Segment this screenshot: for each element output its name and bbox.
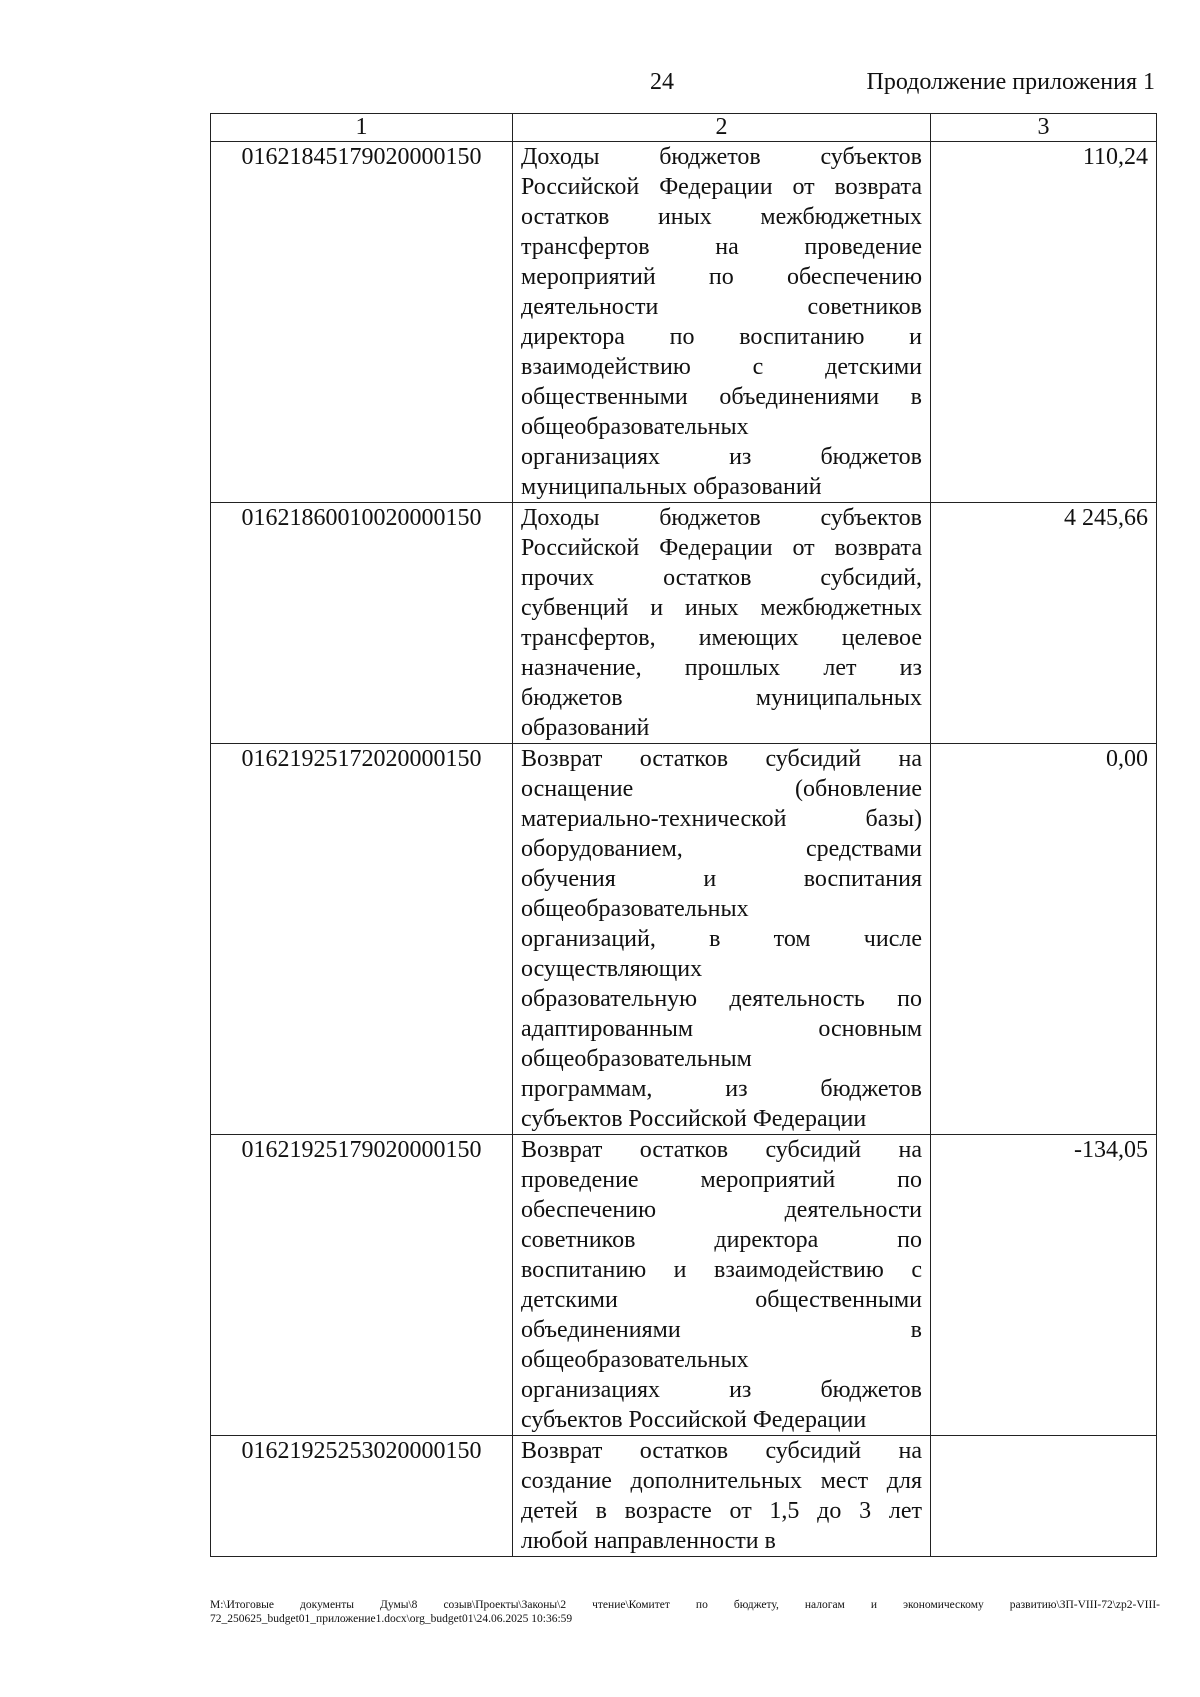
description-line: трансфертов на проведение	[521, 234, 922, 260]
description-line: бюджетов муниципальных	[521, 685, 922, 711]
description-line: трансфертов, имеющих целевое	[521, 625, 922, 651]
description-line: осуществляющих	[521, 956, 703, 982]
description-line: программам, из бюджетов	[521, 1076, 922, 1102]
description-line: субъектов Российской Федерации	[521, 1407, 867, 1433]
table-row	[211, 744, 1157, 1135]
description-line: организациях из бюджетов	[521, 1377, 922, 1403]
description-line: муниципальных образований	[521, 474, 822, 500]
description-line: Доходы бюджетов субъектов	[521, 144, 922, 170]
description-line: Российской Федерации от возврата	[521, 174, 922, 200]
description-line: общеобразовательным	[521, 1046, 752, 1072]
description-line: обучения и воспитания	[521, 866, 922, 892]
page-number: 24	[650, 69, 674, 95]
budget-code-cell: 01621845179020000150	[211, 142, 513, 503]
description-line: воспитанию и взаимодействию с	[521, 1257, 922, 1283]
description-line: оснащение (обновление	[521, 776, 922, 802]
file-path-footer: M:\Итоговые документы Думы\8 созыв\Проекты\Законы\2 чтение\Комитет по бюджету, налогам и экономическому развитию\ЗП-VIII-72\zp2-VIII-72_250625_budget01_приложение1.docx\org_budget01\24.06.2025 10:36:59	[210, 1599, 1160, 1625]
description-line: директора по воспитанию и	[521, 324, 922, 350]
table-row	[211, 503, 1157, 744]
budget-revenue-table	[210, 113, 1157, 1557]
description-line: обеспечению деятельности	[521, 1197, 922, 1223]
description-line: общеобразовательных	[521, 896, 749, 922]
budget-code-cell: 01621860010020000150	[211, 503, 513, 744]
description-line: Российской Федерации от возврата	[521, 535, 922, 561]
table-row	[211, 1436, 1157, 1557]
description-line: организаций, в том числе	[521, 926, 922, 952]
description-line: деятельности советников	[521, 294, 922, 320]
description-line: взаимодействию с детскими	[521, 354, 922, 380]
budget-code-cell: 01621925172020000150	[211, 744, 513, 1135]
description-line: образовательную деятельность по	[521, 986, 922, 1012]
appendix-continuation-title: Продолжение приложения 1	[866, 69, 1155, 95]
description-line: образований	[521, 715, 650, 741]
description-line: общественными объединениями в	[521, 384, 922, 410]
amount-cell: 0,00	[931, 744, 1157, 1135]
amount-cell: -134,05	[931, 1135, 1157, 1436]
column-header-2: 2	[513, 114, 931, 142]
description-line: любой направленности в	[521, 1528, 776, 1554]
description-line: субвенций и иных межбюджетных	[521, 595, 922, 621]
description-line: создание дополнительных мест для	[521, 1468, 922, 1494]
description-line: общеобразовательных	[521, 1347, 749, 1373]
description-line: адаптированным основным	[521, 1016, 922, 1042]
amount-cell	[931, 1436, 1157, 1557]
description-line: остатков иных межбюджетных	[521, 204, 922, 230]
description-cell	[513, 1436, 931, 1557]
description-cell	[513, 142, 931, 503]
description-line: Возврат остатков субсидий на	[521, 746, 922, 772]
description-line: Возврат остатков субсидий на	[521, 1438, 922, 1464]
description-line: Доходы бюджетов субъектов	[521, 505, 922, 531]
description-line: общеобразовательных	[521, 414, 749, 440]
description-line: проведение мероприятий по	[521, 1167, 922, 1193]
description-line: назначение, прошлых лет из	[521, 655, 922, 681]
description-line: детей в возрасте от 1,5 до 3 лет	[521, 1498, 922, 1524]
description-line: детскими общественными	[521, 1287, 922, 1313]
column-header-3: 3	[931, 114, 1157, 142]
description-line: организациях из бюджетов	[521, 444, 922, 470]
budget-code-cell: 01621925179020000150	[211, 1135, 513, 1436]
table-body	[211, 142, 1157, 1557]
description-line: мероприятий по обеспечению	[521, 264, 922, 290]
budget-code-cell: 01621925253020000150	[211, 1436, 513, 1557]
column-header-1: 1	[211, 114, 513, 142]
description-cell	[513, 1135, 931, 1436]
description-cell	[513, 744, 931, 1135]
description-line: объединениями в	[521, 1317, 922, 1343]
amount-cell: 4 245,66	[931, 503, 1157, 744]
description-cell	[513, 503, 931, 744]
description-line: Возврат остатков субсидий на	[521, 1137, 922, 1163]
description-line: прочих остатков субсидий,	[521, 565, 922, 591]
description-line: советников директора по	[521, 1227, 922, 1253]
table-row	[211, 142, 1157, 503]
description-line: оборудованием, средствами	[521, 836, 922, 862]
table-header-row	[211, 114, 1157, 142]
table-row	[211, 1135, 1157, 1436]
amount-cell: 110,24	[931, 142, 1157, 503]
description-line: материально-технической базы)	[521, 806, 922, 832]
description-line: субъектов Российской Федерации	[521, 1106, 867, 1132]
